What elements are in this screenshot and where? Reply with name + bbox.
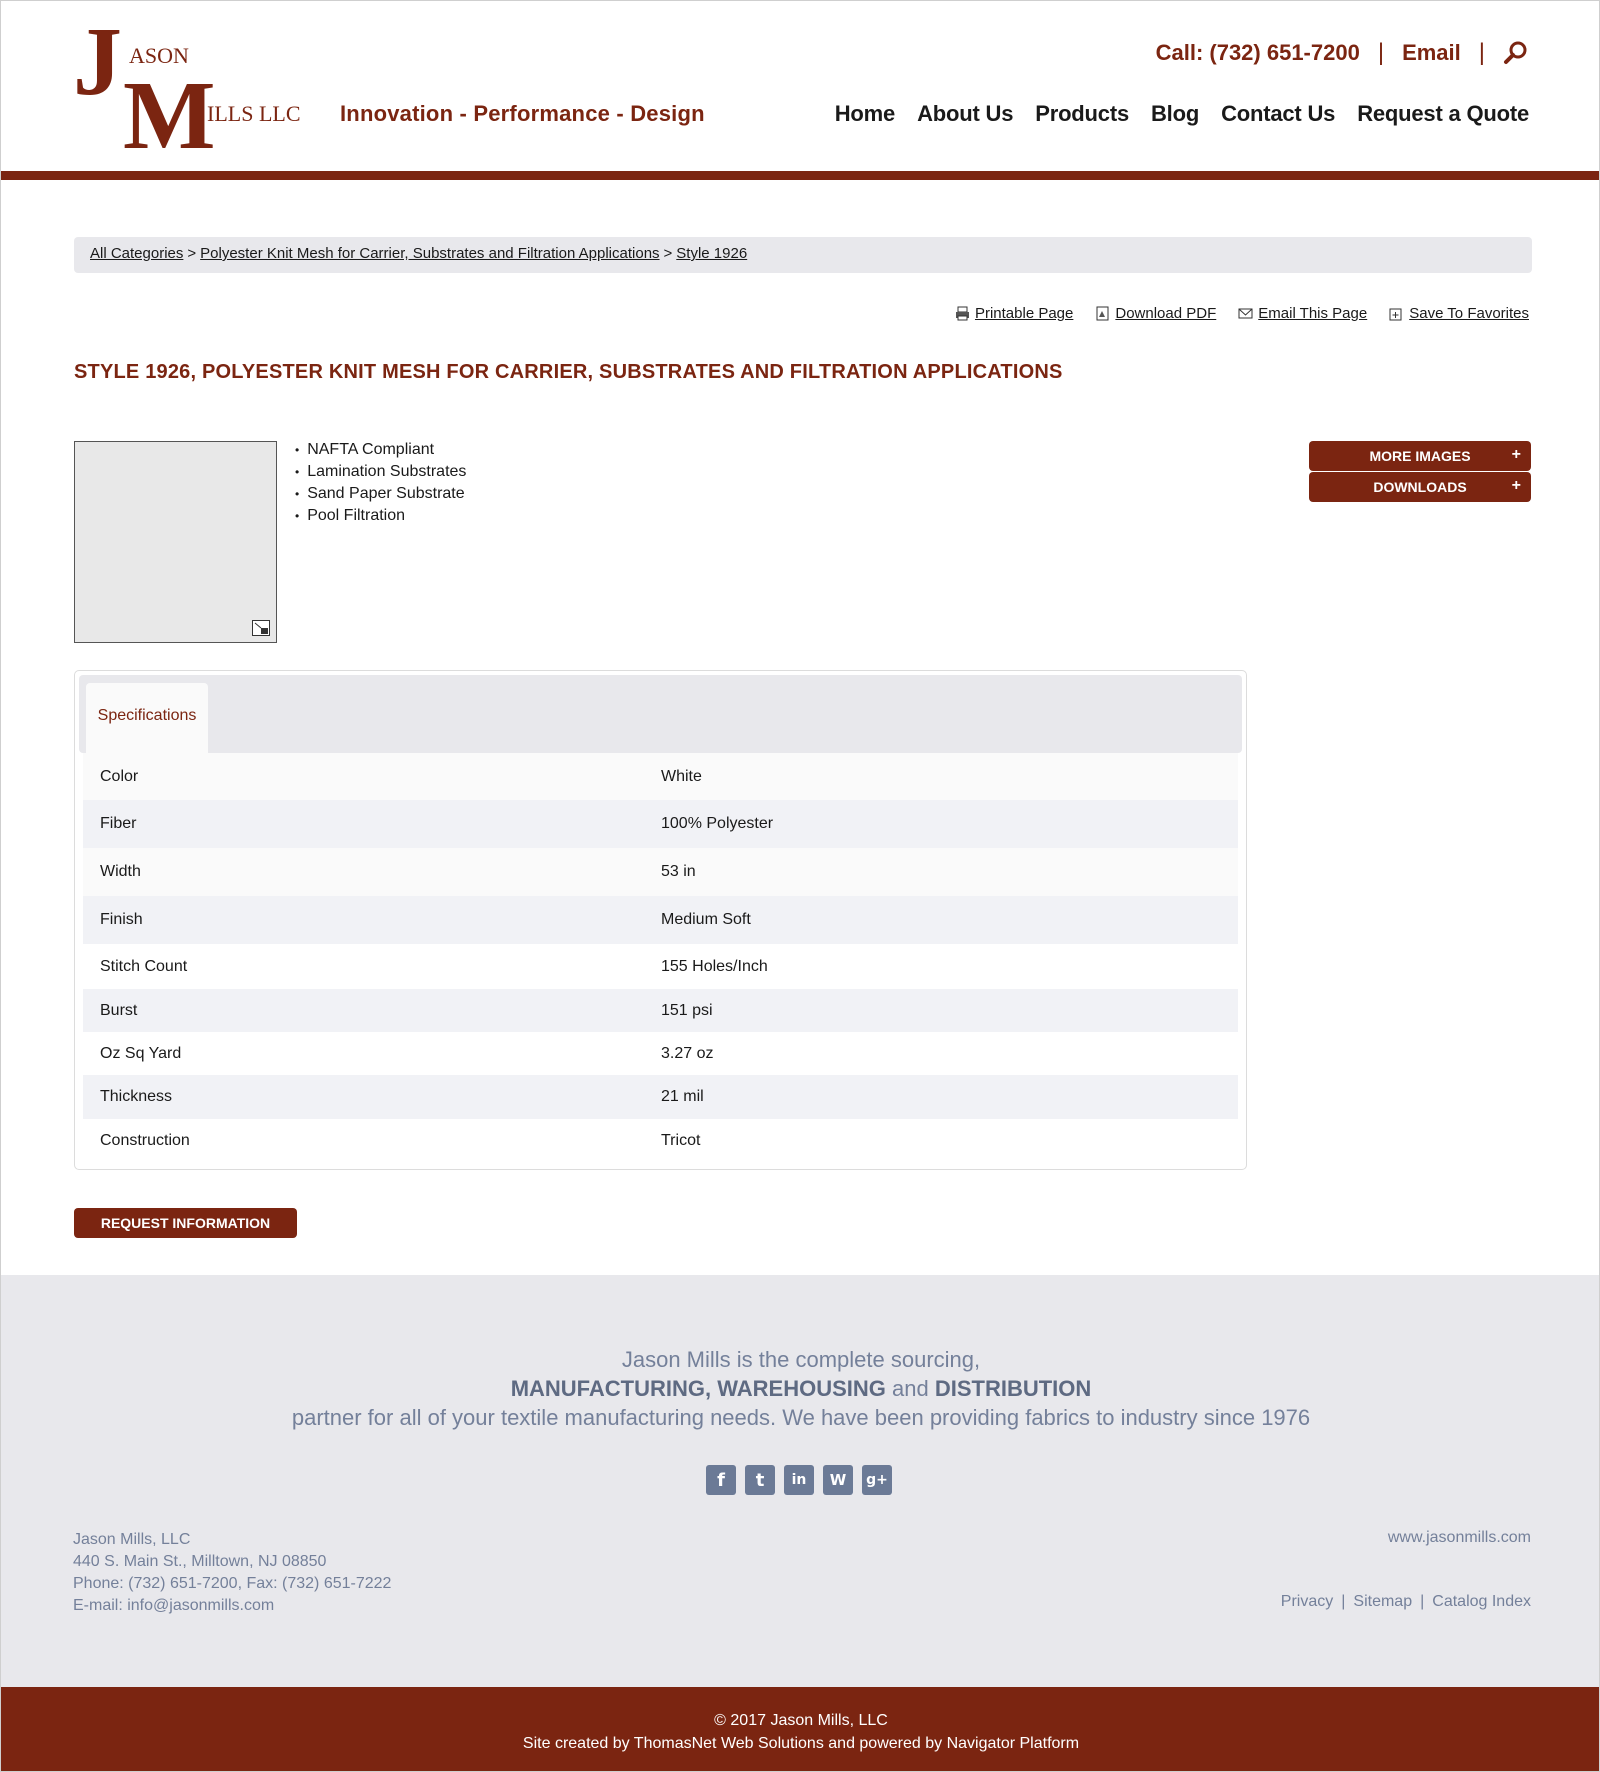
logo-text-ason: ASON xyxy=(129,43,189,68)
footer-links xyxy=(1281,1593,1531,1611)
feature-item: • Sand Paper Substrate xyxy=(295,483,466,505)
footer-and: and xyxy=(885,1376,935,1401)
breadcrumb-separator: > xyxy=(663,245,673,262)
nav-blog[interactable]: Blog xyxy=(1150,101,1200,126)
spec-row-color xyxy=(83,753,1238,800)
expand-icon[interactable] xyxy=(252,620,270,636)
spec-key: Construction xyxy=(100,1131,190,1149)
spec-value: 53 in xyxy=(661,863,696,880)
social-links xyxy=(706,1465,892,1495)
twitter-icon[interactable]: t xyxy=(745,1465,775,1495)
save-favorites-label: Save To Favorites xyxy=(1409,305,1529,322)
nav-request-quote[interactable]: Request a Quote xyxy=(1357,101,1529,126)
email-page-label: Email This Page xyxy=(1258,305,1368,322)
spec-row-construction xyxy=(83,1119,1238,1162)
header-divider xyxy=(1,171,1600,180)
footer-bold-1: MANUFACTURING, WAREHOUSING xyxy=(510,1376,886,1401)
spec-key: Color xyxy=(100,767,139,785)
plus-icon: + xyxy=(1511,446,1521,463)
spec-value: White xyxy=(661,767,702,785)
breadcrumb-separator: > xyxy=(187,245,197,262)
spec-value: Medium Soft xyxy=(661,911,751,928)
footer-separator: | xyxy=(1341,1593,1346,1610)
page-utilities xyxy=(955,305,1529,322)
divider: | xyxy=(1478,39,1485,66)
spec-key: Fiber xyxy=(100,815,137,832)
plus-icon: + xyxy=(1511,477,1521,494)
copyright-text: © 2017 Jason Mills, LLC xyxy=(714,1712,888,1729)
privacy-link[interactable]: Privacy xyxy=(1280,1593,1334,1610)
spec-row-burst xyxy=(83,989,1238,1032)
nav-contact-us[interactable]: Contact Us xyxy=(1221,101,1336,126)
feature-item: • NAFTA Compliant xyxy=(295,439,466,461)
spec-row-thickness xyxy=(83,1075,1238,1119)
printer-icon xyxy=(955,306,970,321)
footer-message-line2 xyxy=(1,1374,1600,1403)
specifications-panel xyxy=(74,670,1247,1170)
breadcrumb xyxy=(74,237,1532,273)
envelope-icon xyxy=(1238,306,1253,321)
google-plus-icon[interactable]: g+ xyxy=(862,1465,892,1495)
logo-text-ills: ILLS LLC xyxy=(207,101,301,126)
footer-address xyxy=(73,1529,391,1617)
catalog-index-link[interactable]: Catalog Index xyxy=(1432,1593,1531,1610)
sitemap-link[interactable]: Sitemap xyxy=(1353,1593,1413,1610)
email-page-link[interactable] xyxy=(1238,305,1367,322)
favorites-add-icon xyxy=(1389,306,1404,321)
contact-bar xyxy=(1156,39,1529,67)
email-link[interactable]: Email xyxy=(1402,40,1461,65)
facebook-icon[interactable]: f xyxy=(706,1465,736,1495)
product-image[interactable] xyxy=(74,441,277,643)
product-features xyxy=(295,439,466,527)
main-nav xyxy=(835,101,1529,127)
feature-item: • Pool Filtration xyxy=(295,505,466,527)
tab-strip xyxy=(79,675,1242,753)
spec-key: Stitch Count xyxy=(100,957,188,975)
logo[interactable] xyxy=(71,8,311,170)
spec-row-oz-sq-yard xyxy=(83,1032,1238,1075)
phone-fax: Phone: (732) 651-7200, Fax: (732) 651-7222 xyxy=(73,1575,392,1592)
request-information-button[interactable]: REQUEST INFORMATION xyxy=(74,1208,297,1238)
downloads-button[interactable] xyxy=(1309,472,1531,502)
divider: | xyxy=(1377,39,1385,66)
printable-page-label: Printable Page xyxy=(974,305,1074,322)
breadcrumb-current[interactable]: Style 1926 xyxy=(676,245,748,262)
spec-value: 100% Polyester xyxy=(661,815,774,832)
spec-row-width xyxy=(83,848,1238,896)
spec-value: 151 psi xyxy=(661,1001,713,1019)
footer-bold-2: DISTRIBUTION xyxy=(934,1376,1092,1401)
credits-text: Site created by ThomasNet Web Solutions and powered by Navigator Platform xyxy=(522,1735,1080,1752)
spec-value: 155 Holes/Inch xyxy=(661,957,768,975)
spec-key: Thickness xyxy=(100,1088,173,1105)
footer-message-line3: partner for all of your textile manufacturing needs. We have been providing fabrics to industry since 1976 xyxy=(291,1405,1311,1430)
spec-row-finish xyxy=(83,896,1238,944)
pdf-icon xyxy=(1095,306,1110,321)
more-images-button[interactable] xyxy=(1309,441,1531,471)
footer-message xyxy=(1,1345,1600,1432)
logo-letter-j: J xyxy=(73,8,122,116)
footer-email[interactable]: E-mail: info@jasonmills.com xyxy=(73,1597,275,1614)
spec-value: Tricot xyxy=(661,1131,701,1149)
nav-products[interactable]: Products xyxy=(1035,101,1129,126)
phone-link[interactable]: Call: (732) 651-7200 xyxy=(1155,40,1360,65)
spec-row-stitch-count xyxy=(83,944,1238,989)
website-link[interactable]: www.jasonmills.com xyxy=(1387,1529,1531,1546)
copyright-bar xyxy=(1,1687,1600,1772)
download-pdf-link[interactable] xyxy=(1095,305,1216,322)
linkedin-icon[interactable]: in xyxy=(784,1465,814,1495)
more-images-label: MORE IMAGES xyxy=(1369,448,1471,464)
breadcrumb-category[interactable]: Polyester Knit Mesh for Carrier, Substrates and Filtration Applications xyxy=(200,245,660,262)
wordpress-icon[interactable]: W xyxy=(823,1465,853,1495)
spec-key: Width xyxy=(100,863,141,880)
page-title: STYLE 1926, POLYESTER KNIT MESH FOR CARRIER, SUBSTRATES AND FILTRATION APPLICATIONS xyxy=(74,361,1063,383)
spec-row-fiber xyxy=(83,800,1238,848)
nav-about-us[interactable]: About Us xyxy=(917,101,1014,126)
footer-message-line1: Jason Mills is the complete sourcing, xyxy=(621,1347,981,1372)
site-footer xyxy=(1,1275,1600,1687)
company-name: Jason Mills, LLC xyxy=(73,1531,191,1548)
download-pdf-label: Download PDF xyxy=(1115,305,1217,322)
spec-key: Burst xyxy=(100,1001,138,1019)
save-favorites-link[interactable] xyxy=(1389,305,1529,322)
breadcrumb-all-categories[interactable]: All Categories xyxy=(90,245,184,262)
spec-key: Oz Sq Yard xyxy=(100,1044,182,1062)
spec-key: Finish xyxy=(100,911,143,928)
feature-item: • Lamination Substrates xyxy=(295,461,466,483)
nav-home[interactable]: Home xyxy=(834,101,896,126)
site-header xyxy=(1,1,1600,171)
downloads-label: DOWNLOADS xyxy=(1373,479,1467,495)
tab-specifications[interactable]: Specifications xyxy=(86,683,208,753)
search-icon[interactable] xyxy=(1503,40,1529,66)
footer-separator: | xyxy=(1420,1593,1425,1610)
spec-value: 21 mil xyxy=(661,1088,704,1105)
street-address: 440 S. Main St., Milltown, NJ 08850 xyxy=(73,1553,327,1570)
tagline: Innovation - Performance - Design xyxy=(340,101,705,126)
logo-letter-m: M xyxy=(123,62,216,170)
spec-value: 3.27 oz xyxy=(661,1044,714,1062)
spec-table xyxy=(83,753,1238,1162)
printable-page-link[interactable] xyxy=(955,305,1073,322)
